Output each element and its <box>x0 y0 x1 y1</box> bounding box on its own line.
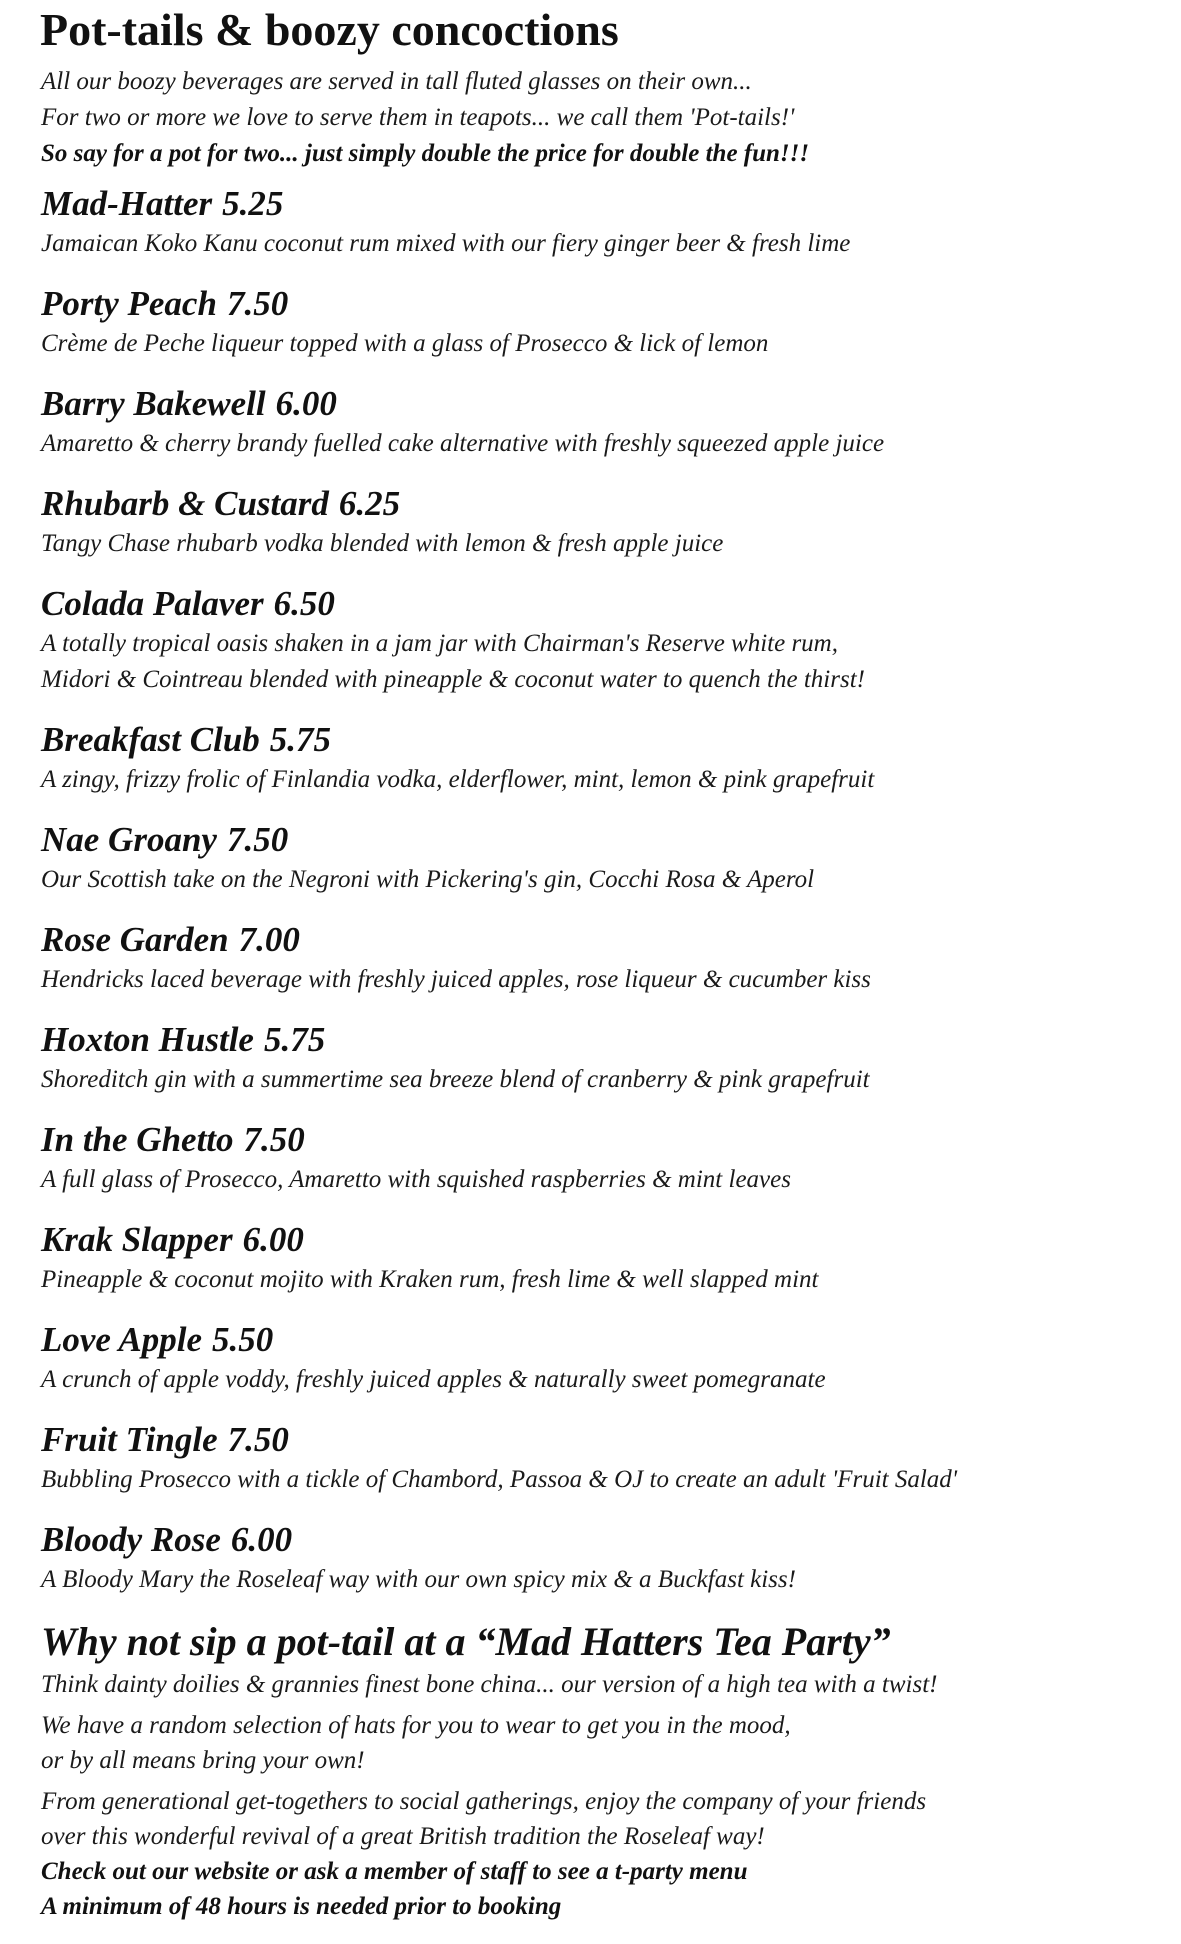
item-description: Our Scottish take on the Negroni with Pickering's gin, Cocchi Rosa & Aperol <box>41 866 815 893</box>
menu-item <box>41 1218 1161 1298</box>
menu-item <box>41 582 1161 698</box>
menu-item <box>41 1118 1161 1198</box>
item-description: Hendricks laced beverage with freshly juiced apples, rose liqueur & cucumber kiss <box>41 966 871 993</box>
item-description: A Bloody Mary the Roseleaf way with our own spicy mix & a Buckfast kiss! <box>41 1566 796 1593</box>
item-price: 5.75 <box>269 720 332 759</box>
tea-party-text: We have a random selection of hats for you to wear to get you in the mood, <box>41 1712 791 1739</box>
item-name: Hoxton Hustle <box>41 1020 254 1059</box>
item-description: Bubbling Prosecco with a tickle of Chambord, Passoa & OJ to create an adult 'Fruit Salad' <box>41 1466 958 1493</box>
item-price: 7.50 <box>243 1120 305 1159</box>
menu-item <box>41 1318 1161 1398</box>
item-name: In the Ghetto <box>41 1120 234 1159</box>
tea-party-section <box>41 1617 1161 1924</box>
tea-party-text: From generational get-togethers to social gatherings, enjoy the company of your friends <box>41 1788 927 1815</box>
item-price: 7.50 <box>226 820 289 859</box>
item-description: A full glass of Prosecco, Amaretto with squished raspberries & mint leaves <box>41 1166 791 1193</box>
item-description: A totally tropical oasis shaken in a jam jar with Chairman's Reserve white rum, <box>41 630 838 657</box>
menu-item <box>41 282 1161 362</box>
item-description: A zingy, frizzy frolic of Finlandia vodka, elderflower, mint, lemon & pink grapefruit <box>41 766 875 793</box>
menu-item <box>41 1418 1161 1498</box>
item-name: Rhubarb & Custard <box>41 484 329 523</box>
item-price: 6.00 <box>275 384 337 423</box>
item-name: Rose Garden <box>41 920 229 959</box>
intro-line-bold: So say for a pot for two... just simply double the price for double the fun!!! <box>41 140 810 167</box>
item-name: Nae Groany <box>41 820 217 859</box>
item-price: 5.50 <box>212 1320 274 1359</box>
item-name: Love Apple <box>41 1320 203 1359</box>
item-name: Fruit Tingle <box>41 1420 218 1459</box>
intro-line: For two or more we love to serve them in teapots... we call them 'Pot-tails!' <box>41 104 795 131</box>
menu-item <box>41 818 1161 898</box>
item-description: Shoreditch gin with a summertime sea breeze blend of cranberry & pink grapefruit <box>41 1066 870 1093</box>
intro-line: All our boozy beverages are served in tall fluted glasses on their own... <box>41 68 752 95</box>
item-name: Breakfast Club <box>41 720 260 759</box>
item-name: Porty Peach <box>41 284 217 323</box>
menu-item <box>41 918 1161 998</box>
tea-party-text: Think dainty doilies & grannies finest bone china... our version of a high tea with a twist! <box>41 1671 938 1698</box>
item-description: Pineapple & coconut mojito with Kraken rum, fresh lime & well slapped mint <box>41 1266 819 1293</box>
item-price: 7.50 <box>226 284 289 323</box>
item-price: 6.00 <box>242 1220 304 1259</box>
item-name: Mad-Hatter <box>41 184 213 223</box>
item-price: 7.50 <box>227 1420 289 1459</box>
item-price: 6.50 <box>273 584 335 623</box>
item-description: Jamaican Koko Kanu coconut rum mixed with our fiery ginger beer & fresh lime <box>41 230 851 257</box>
item-name: Bloody Rose <box>41 1520 221 1559</box>
tea-party-heading: Why not sip a pot-tail at a “Mad Hatters Tea Party” <box>41 1619 891 1664</box>
item-price: 7.00 <box>238 920 300 959</box>
menu-item <box>41 482 1161 562</box>
intro-text <box>41 64 809 172</box>
tea-party-note: A minimum of 48 hours is needed prior to booking <box>41 1893 562 1920</box>
item-price: 5.75 <box>263 1020 326 1059</box>
item-description: Midori & Cointreau blended with pineapple & coconut water to quench the thirst! <box>41 666 865 693</box>
menu-item <box>41 1018 1161 1098</box>
item-name: Krak Slapper <box>41 1220 233 1259</box>
item-price: 6.25 <box>338 484 401 523</box>
tea-party-text: or by all means bring your own! <box>41 1747 365 1774</box>
item-name: Barry Bakewell <box>41 384 266 423</box>
item-description: Crème de Peche liqueur topped with a glass of Prosecco & lick of lemon <box>41 330 769 357</box>
tea-party-note: Check out our website or ask a member of staff to see a t-party menu <box>41 1858 748 1885</box>
menu-item <box>41 182 1161 262</box>
item-description: Amaretto & cherry brandy fuelled cake alternative with freshly squeezed apple juice <box>41 430 885 457</box>
menu-item <box>41 382 1161 462</box>
item-description: Tangy Chase rhubarb vodka blended with lemon & fresh apple juice <box>41 530 724 557</box>
item-description: A crunch of apple voddy, freshly juiced apples & naturally sweet pomegranate <box>41 1366 826 1393</box>
page-title: Pot-tails & boozy concoctions <box>40 4 619 55</box>
item-price: 6.00 <box>230 1520 293 1559</box>
menu-item <box>41 718 1161 798</box>
item-price: 5.25 <box>222 184 284 223</box>
menu-item <box>41 1518 1161 1598</box>
item-name: Colada Palaver <box>41 584 264 623</box>
tea-party-text: over this wonderful revival of a great British tradition the Roseleaf way! <box>41 1823 765 1850</box>
